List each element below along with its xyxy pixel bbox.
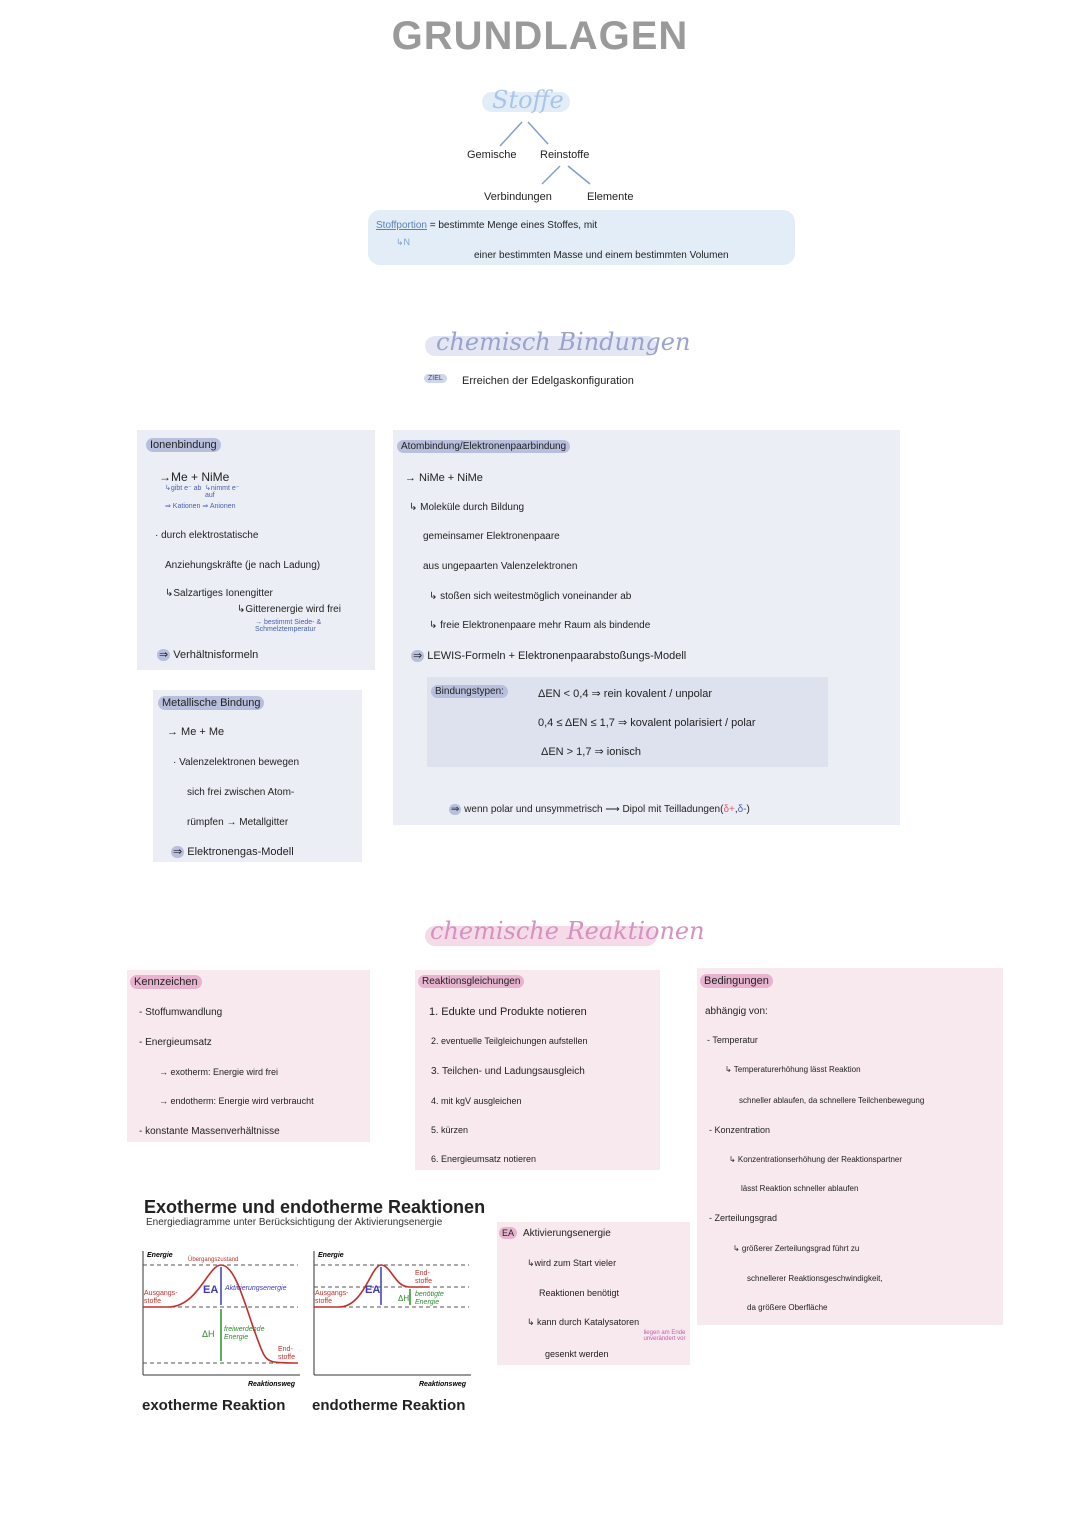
stoffportion-term: Stoffportion <box>376 220 427 231</box>
list-item: - Zerteilungsgrad <box>709 1213 778 1223</box>
list-item: - Konzentration <box>709 1125 771 1135</box>
text-line: ↳ Moleküle durch Bildung <box>409 502 525 513</box>
ea-label: EA <box>203 1284 219 1296</box>
ziel-text: Erreichen der Edelgaskonfiguration <box>462 375 634 387</box>
dh-label: ΔH <box>398 1294 410 1303</box>
y-axis-label: Energie <box>318 1252 344 1259</box>
needed-label: Energie <box>415 1299 440 1306</box>
aktivierungsenergie-card <box>497 1222 690 1365</box>
diagram-title: Exotherme und endotherme Reaktionen <box>144 1197 486 1217</box>
bindungstypen-box <box>427 677 828 767</box>
caption-endotherm: endotherme Reaktion <box>312 1397 466 1414</box>
text-line: · Valenzelektronen bewegen <box>173 757 300 768</box>
text: wenn polar und unsymmetrisch ⟶ Dipol mit Teilladungen( <box>464 804 724 815</box>
note: ⇒ Kationen ⇒ Anionen <box>165 503 236 510</box>
text-line: rümpfen → Metallgitter <box>187 817 289 828</box>
node-elemente: Elemente <box>587 191 634 203</box>
ea-label: EA <box>365 1284 381 1296</box>
list-item: 4. mit kgV ausgleichen <box>431 1096 522 1106</box>
note: liegen am Ende unverändert vor <box>643 1330 686 1342</box>
list-item: ↳ Konzentrationserhöhung der Reaktionspartner <box>729 1155 903 1164</box>
stoffportion-def: = bestimmte Menge eines Stoffes, mit <box>429 220 598 231</box>
text: LEWIS-Formeln + Elektronenpaarabstoßungs-Modell <box>427 650 687 662</box>
text-line: Reaktionen benötigt <box>539 1288 620 1298</box>
node-verbindungen: Verbindungen <box>484 191 552 203</box>
comma: , <box>734 804 738 815</box>
card-title: Kennzeichen <box>130 975 202 989</box>
end-label: stoffe <box>415 1278 432 1285</box>
note: → bestimmt Siede- & Schmelztemperatur <box>255 619 322 633</box>
text-line <box>411 649 686 662</box>
text-line <box>157 648 258 661</box>
page-title: GRUNDLAGEN <box>391 14 689 58</box>
dh-label: ΔH <box>202 1329 215 1339</box>
card-title: Atombindung/Elektronenpaarbindung <box>397 440 570 453</box>
text-line: →Me + NiMe <box>159 470 230 484</box>
stoffportion-box <box>368 210 795 265</box>
delta-minus: δ- <box>737 804 747 815</box>
list-item: 1. Edukte und Produkte notieren <box>429 1006 587 1018</box>
ziel-badge: ZIEL <box>424 374 447 383</box>
x-axis-label: Reaktionsweg <box>248 1381 296 1388</box>
list-item: - konstante Massenverhältnisse <box>139 1126 280 1137</box>
implies-icon: ⇒ <box>173 846 183 858</box>
bindungstypen-label: Bindungstypen: <box>431 685 508 698</box>
ea-description: Aktivierungsenergie <box>225 1285 287 1292</box>
reaktionen-heading: chemische Reaktionen <box>430 917 705 945</box>
end-label: End- <box>415 1270 430 1277</box>
start-label: stoffe <box>315 1298 332 1305</box>
text-line <box>449 804 750 815</box>
reaktionsgleichungen-card <box>415 970 660 1170</box>
end-label: End- <box>278 1346 293 1353</box>
exotherm-diagram <box>138 1245 308 1390</box>
start-label: Ausgangs- <box>144 1290 178 1297</box>
x-axis-label: Reaktionsweg <box>419 1381 467 1388</box>
card-title: Aktivierungsenergie <box>523 1228 611 1239</box>
list-item: - Energieumsatz <box>139 1037 212 1048</box>
atombindung-card <box>393 430 900 825</box>
stoffportion-def-2: einer bestimmten Masse und einem bestimmten Volumen <box>474 250 729 261</box>
text: Elektronengas-Modell <box>187 846 294 858</box>
text-line: sich frei zwischen Atom- <box>187 787 295 798</box>
text-line: ↳Gitterenergie wird frei <box>237 604 341 615</box>
list-item: - Stoffumwandlung <box>139 1007 223 1018</box>
bindungen-heading: chemisch Bindungen <box>436 328 691 356</box>
note: ↳nimmt e⁻ auf <box>205 485 240 499</box>
text: Verhältnisformeln <box>173 649 259 661</box>
text-line: ↳wird zum Start vieler <box>527 1258 617 1268</box>
text-line: → Me + Me <box>167 726 225 738</box>
bindungstyp: ΔEN < 0,4 ⇒ rein kovalent / unpolar <box>538 688 713 700</box>
text-line: ↳Salzartiges Ionengitter <box>165 588 273 599</box>
list-item: ↳ größerer Zerteilungsgrad führt zu <box>733 1244 860 1253</box>
list-item: lässt Reaktion schneller ablaufen <box>741 1184 859 1193</box>
node-reinstoffe: Reinstoffe <box>540 149 590 161</box>
list-item: → endotherm: Energie wird verbraucht <box>159 1096 314 1106</box>
bedingungen-card <box>697 968 1003 1325</box>
list-item: → exotherm: Energie wird frei <box>159 1067 279 1077</box>
stoffe-heading: Stoffe <box>492 86 564 114</box>
node-gemische: Gemische <box>467 149 517 161</box>
start-label: stoffe <box>144 1298 161 1305</box>
implies-icon: ⇒ <box>451 804 460 815</box>
text-line: ↳ stoßen sich weitestmöglich voneinander ab <box>429 591 632 602</box>
endotherm-diagram <box>309 1245 479 1390</box>
diagram-subtitle: Energiediagramme unter Berücksichtigung der Aktivierungsenergie <box>146 1217 443 1228</box>
metallbindung-card <box>153 690 362 862</box>
list-item: schnellerer Reaktionsgeschwindigkeit, <box>747 1274 883 1283</box>
end-label: stoffe <box>278 1354 295 1361</box>
list-item: 2. eventuelle Teilgleichungen aufstellen <box>431 1036 588 1046</box>
ionenbindung-card <box>137 430 375 670</box>
note: ↳gibt e⁻ ab <box>165 485 202 492</box>
list-item: ↳ Temperaturerhöhung lässt Reaktion <box>725 1065 861 1074</box>
text-line: gemeinsamer Elektronenpaare <box>423 531 560 542</box>
kennzeichen-card <box>127 970 370 1142</box>
implies-icon: ⇒ <box>159 649 169 661</box>
bindungstyp: 0,4 ≤ ΔEN ≤ 1,7 ⇒ kovalent polarisiert / polar <box>538 717 756 729</box>
text-line: ↳ freie Elektronenpaare mehr Raum als bindende <box>429 620 651 631</box>
card-title: Reaktionsgleichungen <box>418 975 524 988</box>
list-item: abhängig von: <box>705 1006 768 1017</box>
list-item: - Temperatur <box>707 1035 758 1045</box>
transition-label: Übergangszustand <box>188 1257 239 1263</box>
text-line: · durch elektrostatische <box>155 530 259 541</box>
needed-label: benötigte <box>415 1291 444 1298</box>
y-axis-label: Energie <box>147 1252 173 1259</box>
paren: ) <box>746 804 750 815</box>
released-label: Energie <box>224 1334 249 1341</box>
card-title: Metallische Bindung <box>158 696 264 710</box>
text-line: aus ungepaarten Valenzelektronen <box>423 561 578 572</box>
text-line: Anziehungskräfte (je nach Ladung) <box>165 560 321 571</box>
text-line <box>171 845 294 858</box>
text-line: gesenkt werden <box>545 1349 609 1359</box>
list-item: da größere Oberfläche <box>747 1303 828 1312</box>
caption-exotherm: exotherme Reaktion <box>142 1397 286 1414</box>
delta-plus: δ+ <box>723 804 735 815</box>
list-item: 6. Energieumsatz notieren <box>431 1154 537 1164</box>
released-label: freiwerdende <box>224 1326 265 1333</box>
ea-badge: EA <box>499 1227 517 1239</box>
text-line: → NiMe + NiMe <box>405 472 483 484</box>
list-item: schneller ablaufen, da schnellere Teilchenbewegung <box>739 1096 925 1105</box>
start-label: Ausgangs- <box>315 1290 349 1297</box>
implies-icon: ⇒ <box>413 650 423 662</box>
stoffportion-unit: ↳N <box>396 237 411 247</box>
list-item: 3. Teilchen- und Ladungsausgleich <box>431 1066 585 1077</box>
text-line: ↳ kann durch Katalysatoren <box>527 1317 640 1327</box>
bindungstyp: ΔEN > 1,7 ⇒ ionisch <box>541 746 642 758</box>
card-title: Ionenbindung <box>146 438 221 452</box>
card-title: Bedingungen <box>700 974 773 988</box>
list-item: 5. kürzen <box>431 1125 469 1135</box>
